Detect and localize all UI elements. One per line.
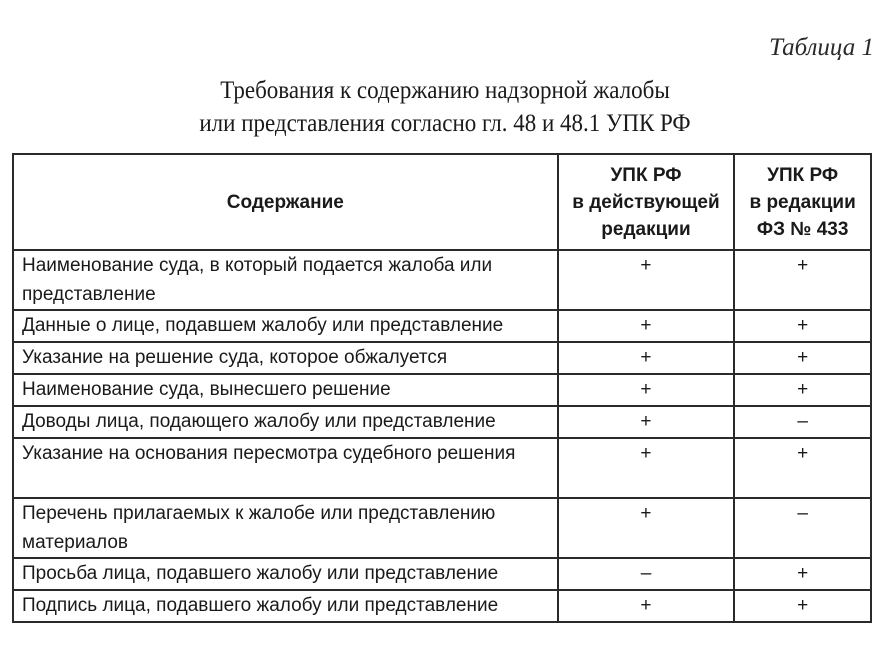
row-current-mark: +	[558, 498, 735, 558]
row-content: Просьба лица, подавшего жалобу или представление	[13, 558, 558, 590]
row-amended-mark: –	[734, 498, 871, 558]
row-amended-mark: +	[734, 438, 871, 498]
table-row	[13, 438, 871, 498]
table-caption: Таблица 1	[769, 34, 874, 61]
table-title	[36, 74, 855, 140]
row-current-mark: +	[558, 374, 735, 406]
table-row	[13, 374, 871, 406]
table-row	[13, 250, 871, 310]
row-current-mark: –	[558, 558, 735, 590]
title-line-2: или представления согласно гл. 48 и 48.1 УПК РФ	[199, 110, 691, 137]
row-content: Наименование суда, в который подается жалоба или представление	[13, 250, 558, 310]
row-content: Указание на основания пересмотра судебного решения	[13, 438, 558, 498]
header-amended-edition: УПК РФ в редакции ФЗ № 433	[734, 154, 871, 250]
row-amended-mark: –	[734, 406, 871, 438]
row-current-mark: +	[558, 310, 735, 342]
table-row	[13, 558, 871, 590]
row-content: Перечень прилагаемых к жалобе или представлению материалов	[13, 498, 558, 558]
header-current-edition: УПК РФ в действующей редакции	[558, 154, 735, 250]
row-current-mark: +	[558, 438, 735, 498]
table-row	[13, 342, 871, 374]
requirements-table	[12, 153, 872, 623]
row-content: Подпись лица, подавшего жалобу или представление	[13, 590, 558, 622]
table-row	[13, 590, 871, 622]
row-current-mark: +	[558, 406, 735, 438]
row-amended-mark: +	[734, 558, 871, 590]
table-row	[13, 498, 871, 558]
row-amended-mark: +	[734, 590, 871, 622]
table-row	[13, 310, 871, 342]
row-amended-mark: +	[734, 374, 871, 406]
header-content: Содержание	[13, 154, 558, 250]
row-current-mark: +	[558, 590, 735, 622]
row-content: Доводы лица, подающего жалобу или представление	[13, 406, 558, 438]
row-content: Указание на решение суда, которое обжалуется	[13, 342, 558, 374]
title-line-1: Требования к содержанию надзорной жалобы	[220, 77, 670, 104]
row-amended-mark: +	[734, 250, 871, 310]
row-content: Данные о лице, подавшем жалобу или представление	[13, 310, 558, 342]
row-current-mark: +	[558, 250, 735, 310]
row-amended-mark: +	[734, 342, 871, 374]
row-content: Наименование суда, вынесшего решение	[13, 374, 558, 406]
table-row	[13, 406, 871, 438]
row-current-mark: +	[558, 342, 735, 374]
header-row	[13, 154, 871, 250]
row-amended-mark: +	[734, 310, 871, 342]
